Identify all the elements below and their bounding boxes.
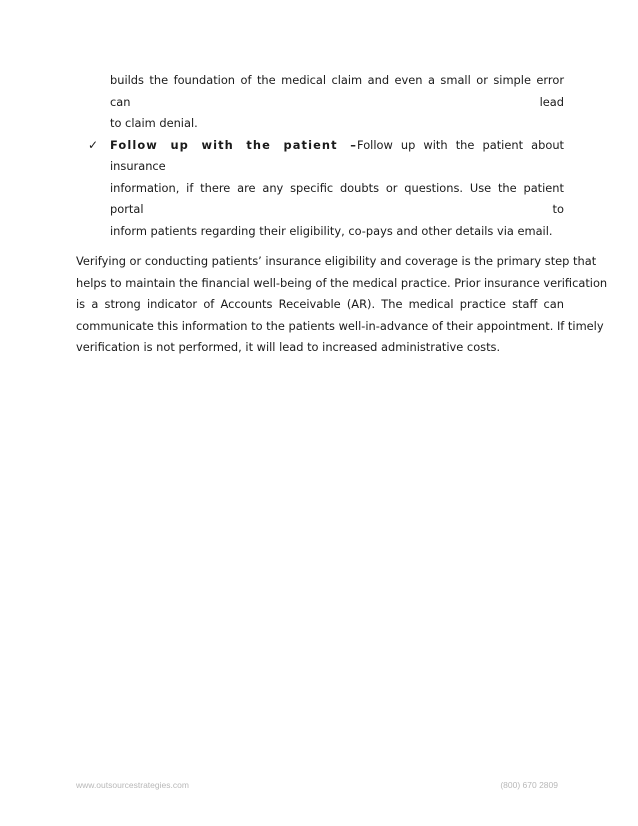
checkmark-icon: ✓ [88, 137, 99, 152]
page-footer [76, 780, 558, 794]
continued-line-2: to claim denial. [110, 116, 198, 130]
paragraph-line-1: Verifying or conducting patients’ insurance eligibility and coverage is the primary step that [76, 254, 597, 268]
paragraph-line-2: helps to maintain the financial well-being of the medical practice. Prior insurance verification [76, 275, 608, 290]
continued-bullet-text [110, 70, 564, 135]
footer-phone: (800) 670 2809 [500, 780, 558, 790]
bullet-line-1 [110, 135, 564, 178]
bullet-line-1-rest: Follow up with the patient about insurance [110, 137, 565, 173]
paragraph-line-5: verification is not performed, it will lead to increased administrative costs. [76, 340, 501, 354]
page-content [76, 70, 608, 359]
body-paragraph [76, 251, 608, 359]
bullet-line-2: information, if there are any specific doubts or questions. Use the patient portal to [110, 180, 564, 216]
bullet-bold-lead: Follow up with the patient – [110, 137, 358, 152]
continued-line-1: builds the foundation of the medical claim and even a small or simple error can lead [110, 73, 564, 109]
bullet-line-3: inform patients regarding their eligibility, co-pays and other details via email. [110, 223, 553, 238]
paragraph-line-4: communicate this information to the patients well-in-advance of their appointment. If timely [76, 318, 604, 333]
bullet-follow-up [88, 135, 565, 243]
footer-website: www.outsourcestrategies.com [76, 780, 189, 790]
paragraph-line-3: is a strong indicator of Accounts Receivable (AR). The medical practice staff can [76, 297, 564, 311]
